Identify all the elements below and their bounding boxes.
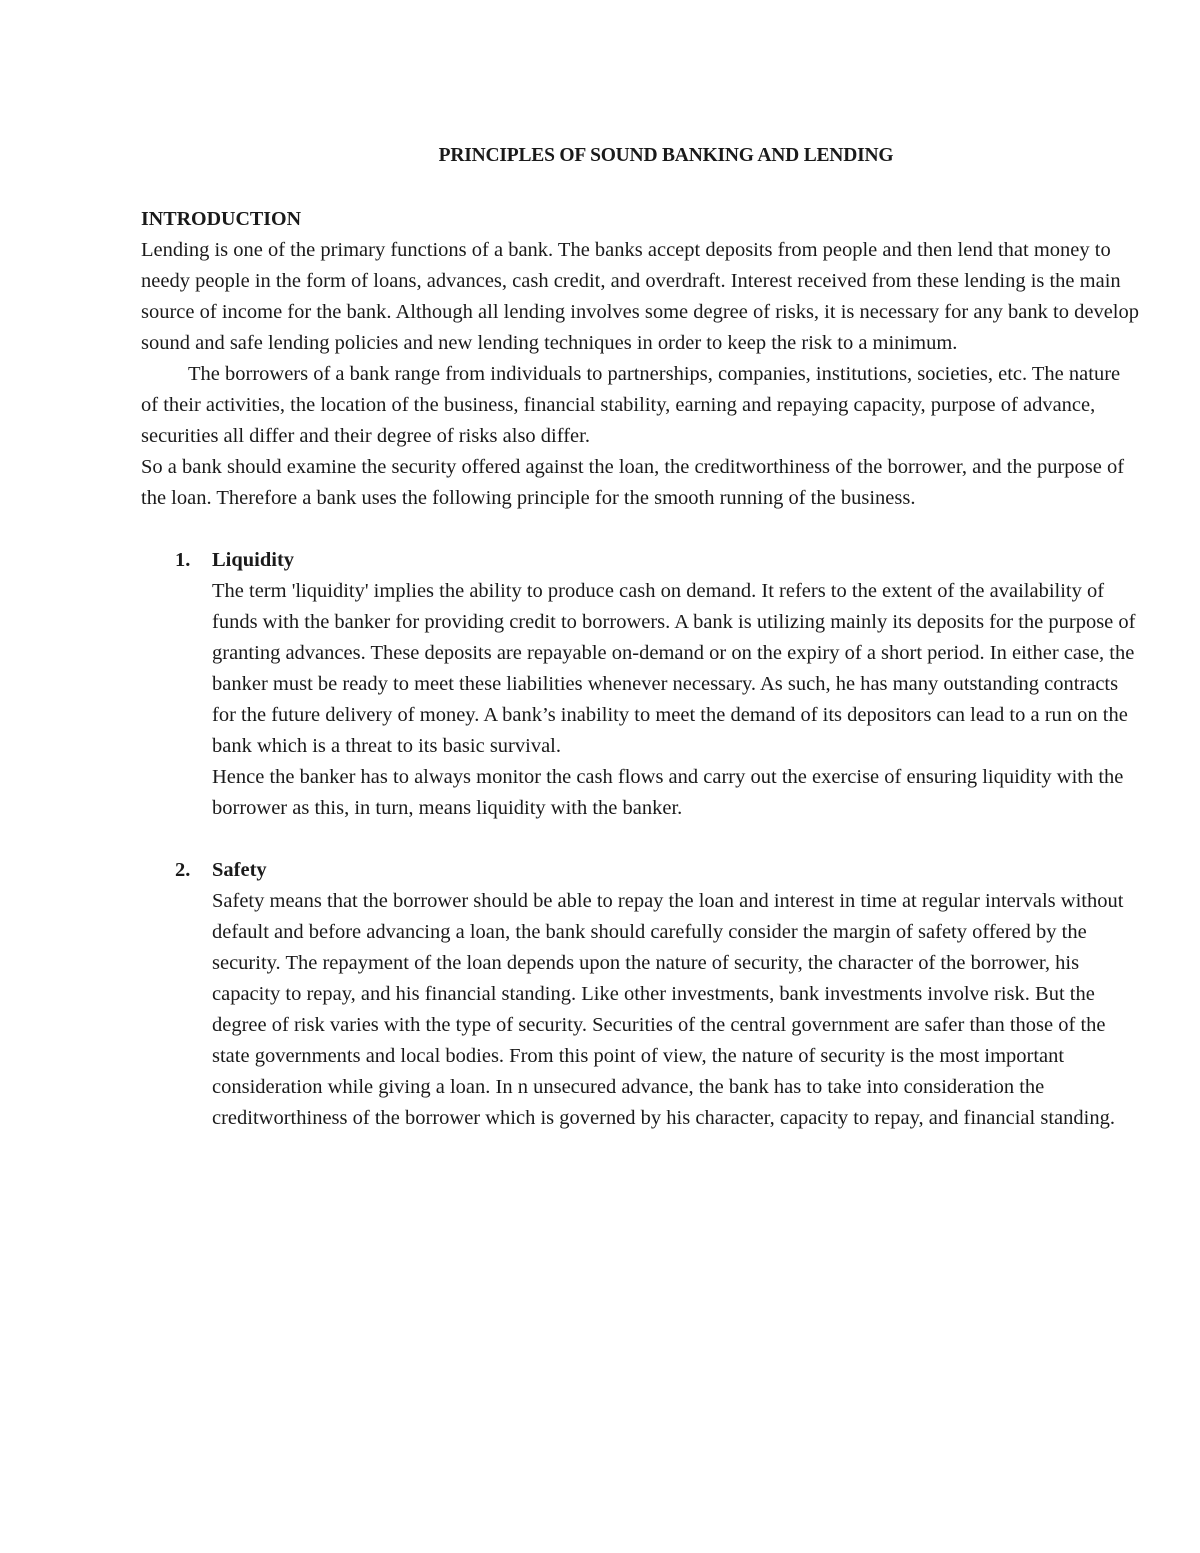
- principles-list: [141, 545, 1141, 1134]
- document-title: PRINCIPLES OF SOUND BANKING AND LENDING: [438, 145, 894, 166]
- principle-heading: Safety: [212, 859, 267, 881]
- introduction-paragraph: The borrowers of a bank range from individuals to partnerships, companies, institutions, societies, etc. The nature of their activities, the location of the business, financial stability, earning and repaying capacity, purpose of advance, securities all differ and their degree of risks also differ.: [141, 363, 1121, 447]
- principle-paragraph: Safety means that the borrower should be able to repay the loan and interest in time at regular intervals without default and before advancing a loan, the bank should carefully consider the margin of safety offered by the security. The repayment of the loan depends upon the nature of security, the character of the borrower, his capacity to repay, and his financial standing. Like other investments, bank investments involve risk. But the degree of risk varies with the type of security. Securities of the central government are safer than those of the state governments and local bodies. From this point of view, the nature of security is the most important consideration while giving a loan. In n unsecured advance, the bank has to take into consideration the creditworthiness of the borrower which is governed by his character, capacity to repay, and financial standing.: [212, 890, 1124, 1129]
- principle-paragraph: The term 'liquidity' implies the ability to produce cash on demand. It refers to the extent of the availability of funds with the banker for providing credit to borrowers. A bank is utilizing mainly its deposits for the purpose of granting advances. These deposits are repayable on-demand or on the expiry of a short period. In either case, the banker must be ready to meet these liabilities whenever necessary. As such, he has many outstanding contracts for the future delivery of money. A bank’s inability to meet the demand of its depositors can lead to a run on the bank which is a threat to its basic survival.: [212, 580, 1136, 757]
- introduction-heading: INTRODUCTION: [141, 208, 302, 230]
- list-number: 2.: [175, 859, 191, 881]
- principle-heading: Liquidity: [212, 549, 295, 571]
- principle-paragraph: Hence the banker has to always monitor the cash flows and carry out the exercise of ensuring liquidity with the borrower as this, in turn, means liquidity with the banker.: [212, 766, 1124, 819]
- spacer: [141, 514, 1141, 545]
- spacer: [141, 824, 1141, 855]
- introduction-paragraph: Lending is one of the primary functions of a bank. The banks accept deposits from people and then lend that money to needy people in the form of loans, advances, cash credit, and overdraft. Interest received from these lending is the main source of income for the bank. Although all lending involves some degree of risks, it is necessary for any bank to develop sound and safe lending policies and new lending techniques in order to keep the risk to a minimum.: [141, 239, 1139, 354]
- principle-safety: [141, 855, 1141, 1134]
- principle-liquidity: [141, 545, 1141, 824]
- list-number: 1.: [175, 549, 191, 571]
- document-page: [141, 140, 1141, 1134]
- introduction-paragraph: So a bank should examine the security offered against the loan, the creditworthiness of the borrower, and the purpose of the loan. Therefore a bank uses the following principle for the smooth running of the business.: [141, 456, 1125, 509]
